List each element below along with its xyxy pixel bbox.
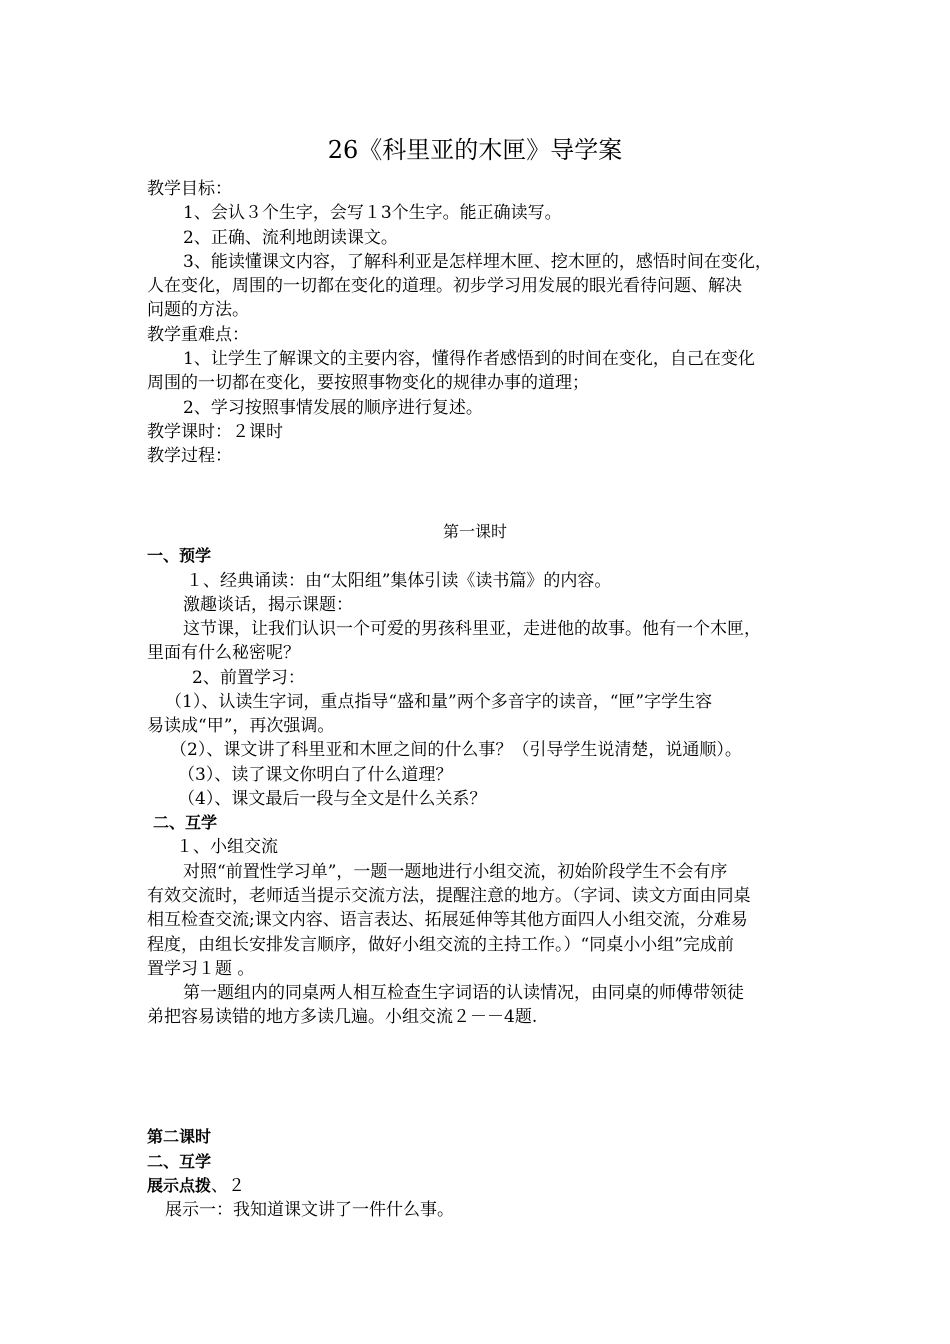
body-line: （4）、课文最后一段与全文是什么关系？ — [178, 789, 487, 809]
body-line: 有效交流时，老师适当提示交流方法，提醒注意的地方。（字词、读文方面由同桌 — [147, 886, 751, 906]
body-line: 这节课，让我们认识一个可爱的男孩科里亚，走进他的故事。他有一个木匣， — [183, 619, 761, 639]
body-line: 相互检查交流;课文内容、语言表达、拓展延伸等其他方面四人小组交流，分难易 — [147, 910, 748, 930]
body-line: 展示一：我知道课文讲了一件什么事。 — [165, 1200, 454, 1220]
body-line: 第一题组内的同桌两人相互检查生字词语的认读情况，由同桌的师傅带领徒 — [183, 983, 744, 1003]
difficulty-line: 1、让学生了解课文的主要内容，懂得作者感悟到的时间在变化，自己在变化 — [183, 349, 755, 369]
difficulty-line: 周围的一切都在变化，要按照事物变化的规律办事的道理； — [147, 373, 589, 393]
body-line: （2）、课文讲了科里亚和木匣之间的什么事？（引导学生说清楚，说通顺）。 — [170, 740, 742, 760]
body-line: 置学习１题 。 — [147, 959, 255, 979]
lesson2-section: 二、互学 — [147, 1152, 212, 1171]
lesson2-heading: 第二课时 — [147, 1127, 212, 1146]
objective-line: 3、能读懂课文内容，了解科利亚是怎样埋木匣、挖木匣的，感悟时间在变化， — [183, 252, 772, 272]
body-line: １、经典诵读：由“太阳组”集体引读《读书篇》的内容。 — [186, 571, 612, 591]
lesson1-heading: 第一课时 — [442, 522, 507, 541]
body-line: 激趣谈话，揭示课题： — [183, 595, 353, 615]
difficulties-heading: 教学重难点： — [147, 325, 249, 345]
objective-line: 问题的方法。 — [147, 300, 249, 320]
body-line: 对照“前置性学习单”，一题一题地进行小组交流，初始阶段学生不会有序 — [183, 862, 728, 882]
body-line: １、小组交流 — [176, 837, 278, 857]
subheading-bold: 展示点拨 — [147, 1176, 212, 1195]
teaching-hours: 教学课时：２课时 — [147, 422, 283, 442]
objective-line: 2、正确、流利地朗读课文。 — [183, 228, 398, 248]
subheading-tail: 、２ — [211, 1176, 246, 1196]
section-mutual-learn: 二、互学 — [153, 813, 218, 832]
process-heading: 教学过程： — [147, 446, 232, 466]
lesson2-subheading — [147, 1174, 245, 1198]
body-line: 2、前置学习： — [192, 668, 305, 688]
objective-line: 1、会认３个生字，会写１3个生字。能正确读写。 — [183, 203, 562, 223]
section-prelearn: 一、预学 — [147, 546, 212, 565]
body-line: 弟把容易读错的地方多读几遍。小组交流２－－4题. — [147, 1007, 538, 1027]
objectives-heading: 教学目标： — [147, 179, 232, 199]
body-line: 程度，由组长安排发言顺序，做好小组交流的主持工作。）“同桌小小组”完成前 — [147, 935, 734, 955]
document-title: 26《科里亚的木匣》导学案 — [327, 136, 623, 164]
difficulty-line: 2、学习按照事情发展的顺序进行复述。 — [183, 398, 483, 418]
body-line: 易读成“甲”，再次强调。 — [147, 716, 335, 736]
body-line: （3）、读了课文你明白了什么道理？ — [178, 765, 453, 785]
objective-line: 人在变化，周围的一切都在变化的道理。初步学习用发展的眼光看待问题、解决 — [147, 276, 742, 296]
body-line: （1）、认读生字词，重点指导“盛和量”两个多音字的读音，“匣”字学生容 — [165, 692, 713, 712]
body-line: 里面有什么秘密呢？ — [147, 643, 300, 663]
